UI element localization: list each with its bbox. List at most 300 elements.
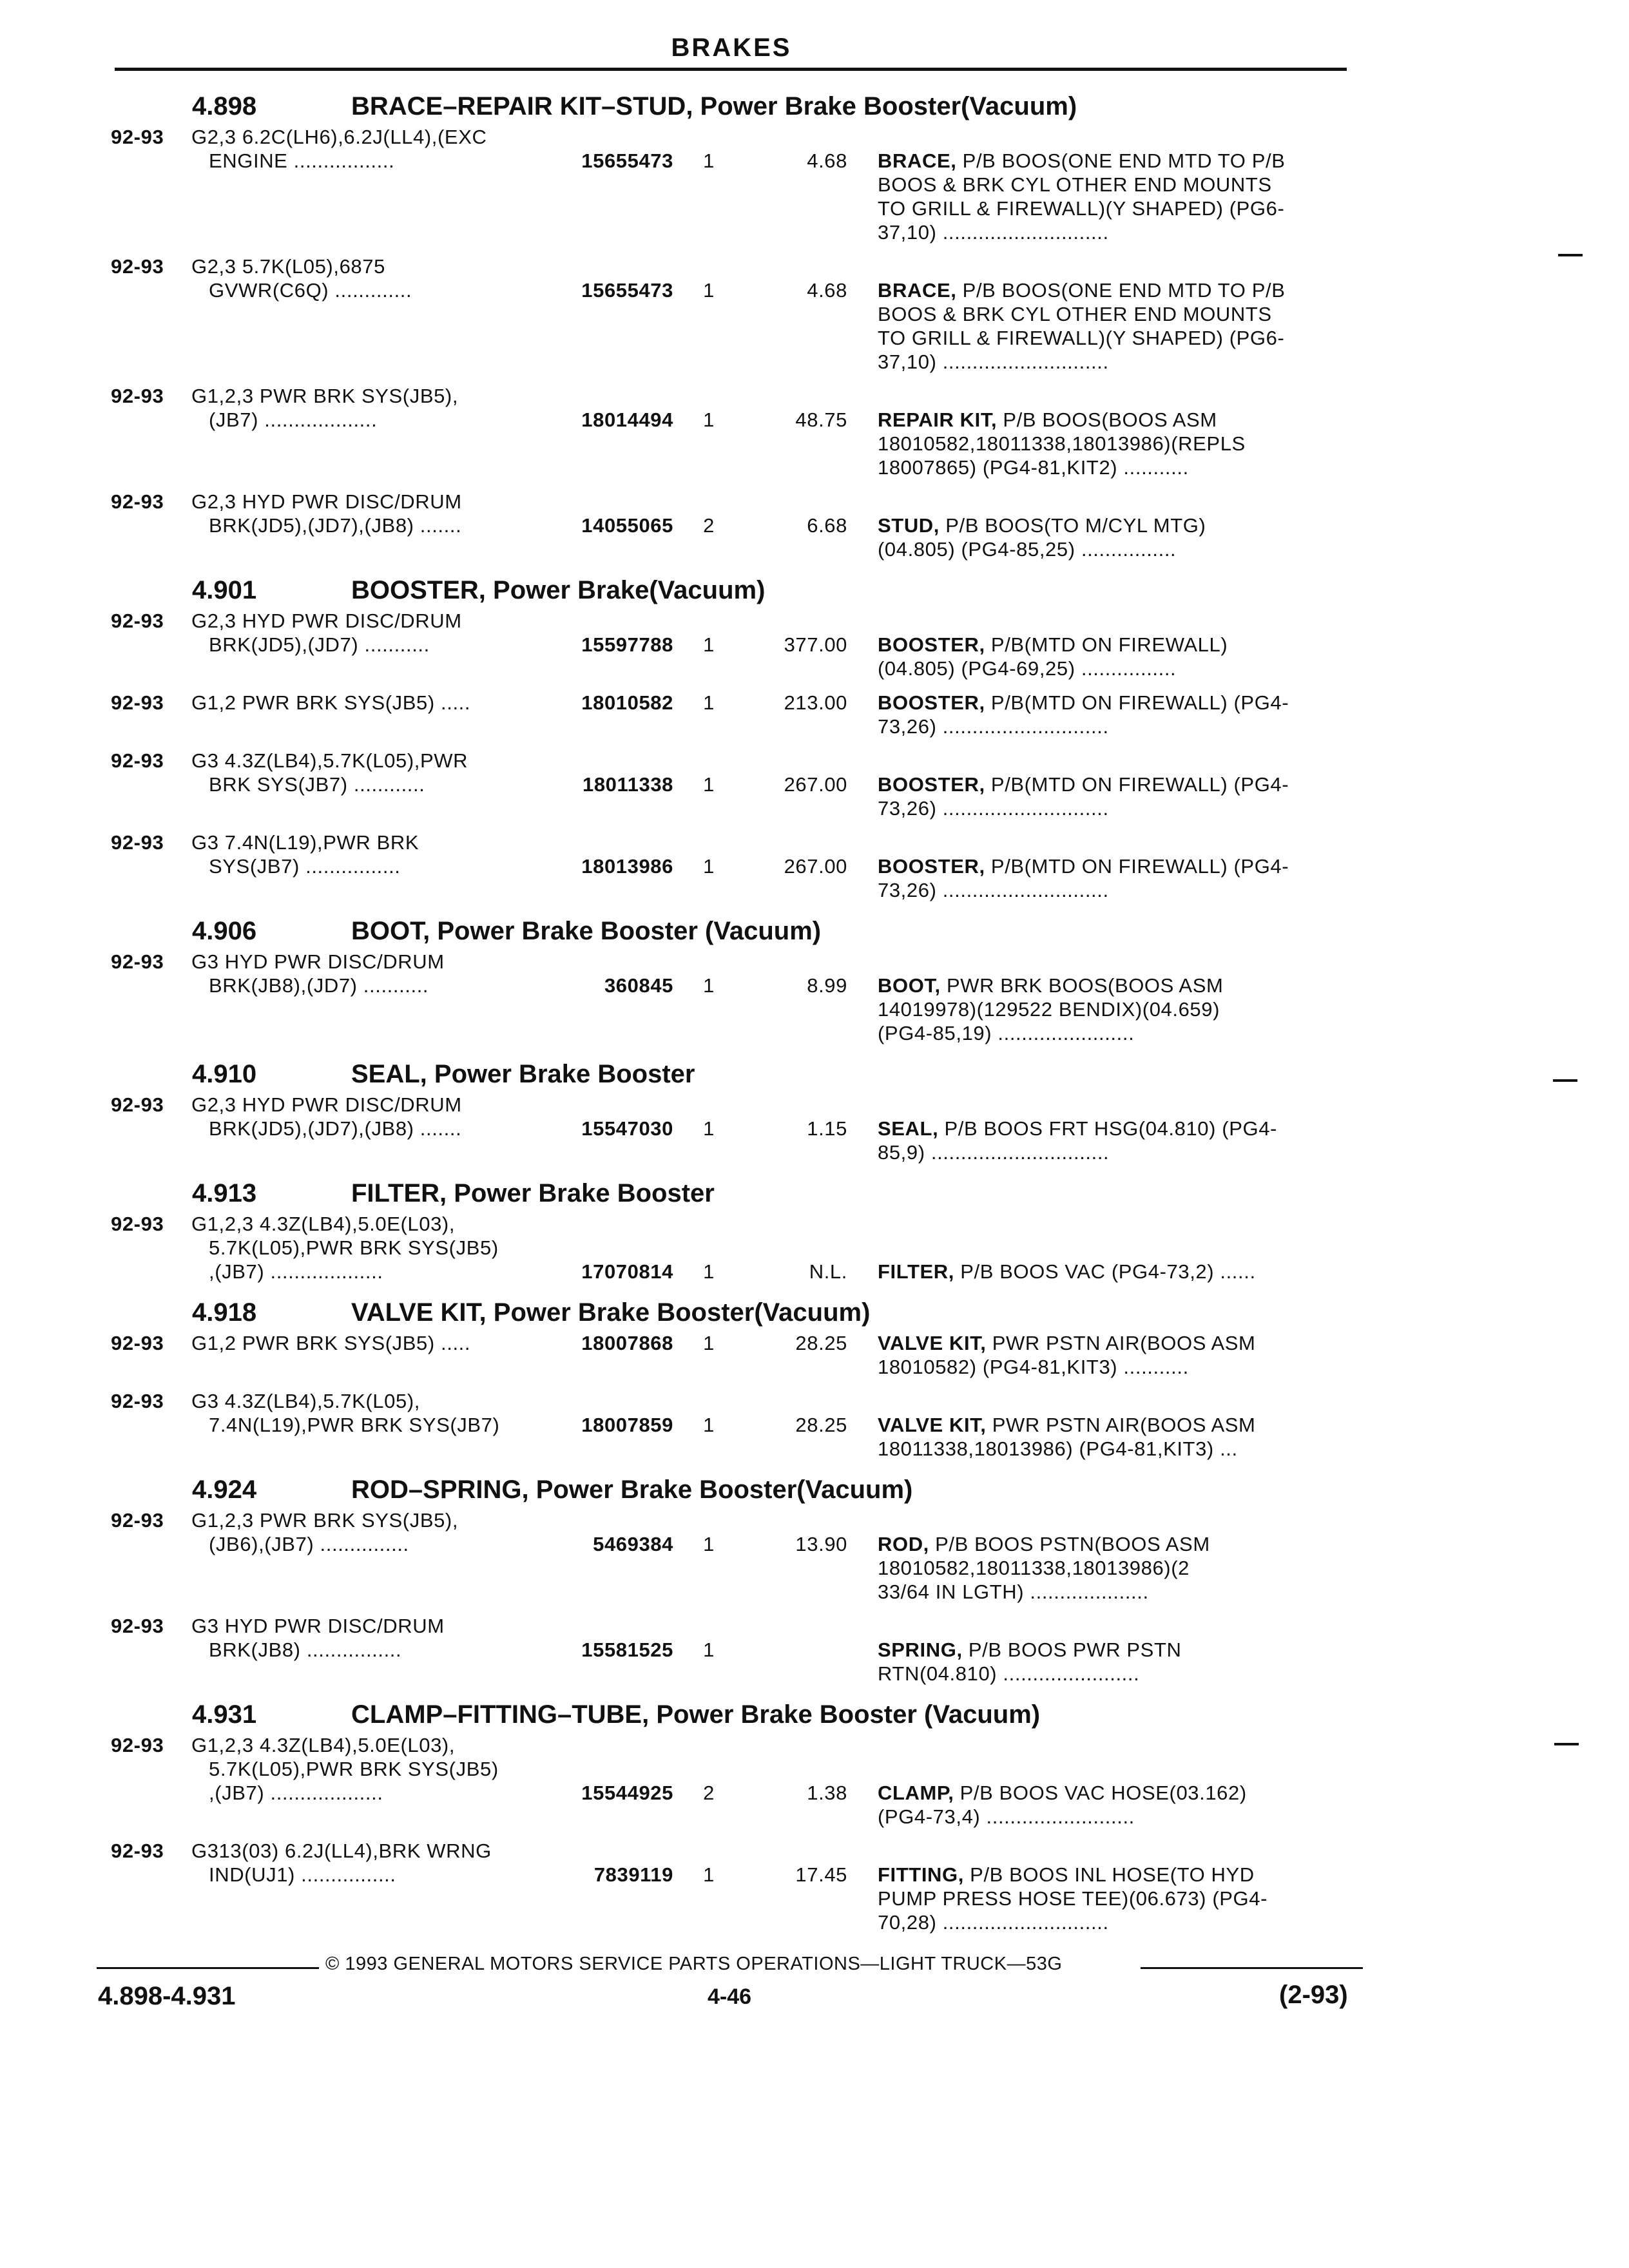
description-text: P/B BOOS FRT HSG(04.810) (PG4- — [938, 1117, 1277, 1140]
model-years: 92-93 — [111, 1615, 164, 1637]
application-text: G3 4.3Z(LB4),5.7K(L05),PWR — [191, 749, 468, 772]
application-text: G1,2,3 PWR BRK SYS(JB5), — [191, 385, 459, 407]
entry-line — [0, 1887, 1629, 1910]
entry-line — [0, 1910, 1629, 1934]
entry-line — [0, 1556, 1629, 1580]
entry-spacer — [0, 1045, 1629, 1055]
entry-lines — [0, 1839, 1629, 1934]
entry-line — [0, 831, 1629, 854]
section-number: 4.898 — [192, 92, 257, 120]
application-text: 7.4N(L19),PWR BRK SYS(JB7) — [209, 1414, 500, 1436]
entry-lines — [0, 1331, 1629, 1379]
description-text: P/B BOOS VAC HOSE(03.162) — [954, 1782, 1247, 1804]
part-entry — [0, 1331, 1629, 1379]
entry-line — [0, 1117, 1629, 1140]
description-line — [878, 278, 1351, 302]
quantity: 1 — [703, 1414, 715, 1436]
description-line — [878, 715, 1351, 738]
entry-spacer — [0, 1461, 1629, 1471]
part-entry — [0, 1614, 1629, 1686]
application-text: G2,3 HYD PWR DISC/DRUM — [191, 490, 462, 513]
section-number: 4.910 — [192, 1060, 257, 1088]
price: 6.68 — [807, 514, 847, 537]
part-entry — [0, 1389, 1629, 1461]
section-heading — [0, 1055, 1629, 1093]
description-line — [878, 1117, 1351, 1140]
entry-line — [0, 773, 1629, 796]
catalog-section — [0, 912, 1629, 1055]
application-text: IND(UJ1) ................ — [209, 1863, 396, 1886]
application-text: G2,3 HYD PWR DISC/DRUM — [191, 610, 462, 632]
entry-lines — [0, 1733, 1629, 1829]
entry-line — [0, 1236, 1629, 1260]
description-keyword: SEAL, — [878, 1117, 939, 1140]
entry-line — [0, 796, 1629, 820]
section-title: ROD–SPRING, Power Brake Booster(Vacuum) — [351, 1475, 913, 1504]
part-number: 5469384 — [593, 1533, 673, 1555]
description-line — [878, 796, 1351, 820]
margin-mark — [1554, 1743, 1579, 1745]
description-line — [878, 432, 1351, 456]
description-text: P/B(MTD ON FIREWALL) (PG4- — [985, 773, 1289, 796]
price: 267.00 — [784, 855, 847, 878]
description-text: PUMP PRESS HOSE TEE)(06.673) (PG4- — [878, 1887, 1268, 1910]
application-text: SYS(JB7) ................ — [209, 855, 401, 878]
description-line — [878, 1863, 1351, 1887]
catalog-section — [0, 1471, 1629, 1696]
catalog-section — [0, 1294, 1629, 1471]
entry-lines — [0, 950, 1629, 1045]
model-years: 92-93 — [111, 126, 164, 148]
entry-lines — [0, 1508, 1629, 1604]
quantity: 1 — [703, 408, 715, 431]
entry-line — [0, 715, 1629, 738]
price: 1.38 — [807, 1782, 847, 1804]
entry-lines — [0, 831, 1629, 902]
entry-line — [0, 633, 1629, 657]
footer-copyright: © 1993 GENERAL MOTORS SERVICE PARTS OPERATIONS—LIGHT TRUCK—53G — [325, 1954, 1063, 1974]
model-years: 92-93 — [111, 749, 164, 772]
entry-line — [0, 173, 1629, 197]
entry-line — [0, 1638, 1629, 1662]
model-years: 92-93 — [111, 1509, 164, 1532]
entry-line — [0, 854, 1629, 878]
section-title: FILTER, Power Brake Booster — [351, 1179, 715, 1207]
entry-line — [0, 1508, 1629, 1532]
model-years: 92-93 — [111, 385, 164, 407]
quantity: 2 — [703, 514, 715, 537]
description-line — [878, 408, 1351, 432]
description-line — [878, 1805, 1351, 1829]
section-heading — [0, 572, 1629, 609]
model-years: 92-93 — [111, 1093, 164, 1116]
entry-line — [0, 1437, 1629, 1461]
entry-line — [0, 1733, 1629, 1757]
entry-spacer — [0, 738, 1629, 749]
model-years: 92-93 — [111, 1734, 164, 1756]
entry-spacer — [0, 1379, 1629, 1389]
entry-spacer — [0, 1604, 1629, 1614]
part-number: 15597788 — [581, 633, 673, 656]
description-text: P/B BOOS(TO M/CYL MTG) — [940, 514, 1206, 537]
description-text: (04.805) (PG4-69,25) ................ — [878, 657, 1177, 680]
part-number: 15544925 — [581, 1782, 673, 1804]
description-text: 18011338,18013986) (PG4-81,KIT3) ... — [878, 1437, 1238, 1460]
entry-line — [0, 657, 1629, 680]
quantity: 1 — [703, 1117, 715, 1140]
description-line — [878, 773, 1351, 796]
section-title: BRACE–REPAIR KIT–STUD, Power Brake Booster(Vacuum) — [351, 92, 1077, 120]
section-number: 4.918 — [192, 1298, 257, 1327]
quantity: 1 — [703, 633, 715, 656]
part-entry — [0, 950, 1629, 1045]
entry-spacer — [0, 1829, 1629, 1839]
description-keyword: REPAIR KIT, — [878, 408, 998, 431]
section-heading — [0, 1175, 1629, 1212]
section-number: 4.913 — [192, 1179, 257, 1207]
section-number: 4.901 — [192, 576, 257, 604]
quantity: 1 — [703, 149, 715, 172]
description-line — [878, 326, 1351, 350]
part-entry — [0, 1508, 1629, 1604]
description-keyword: ROD, — [878, 1533, 929, 1555]
footer-section-range: 4.898-4.931 — [98, 1982, 236, 2010]
description-line — [878, 302, 1351, 326]
model-years: 92-93 — [111, 1213, 164, 1235]
description-line — [878, 456, 1351, 479]
application-text: BRK(JD5),(JD7),(JB8) ....... — [209, 514, 462, 537]
description-text: (PG4-85,19) ....................... — [878, 1022, 1135, 1044]
application-text: ,(JB7) ................... — [209, 1260, 383, 1283]
part-number: 18014494 — [581, 408, 673, 431]
description-text: 70,28) ............................ — [878, 1911, 1109, 1934]
entry-line — [0, 1580, 1629, 1604]
entry-line — [0, 749, 1629, 773]
entry-line — [0, 220, 1629, 244]
description-line — [878, 149, 1351, 173]
part-entry — [0, 831, 1629, 902]
application-text: 5.7K(L05),PWR BRK SYS(JB5) — [209, 1236, 499, 1259]
description-keyword: VALVE KIT, — [878, 1414, 987, 1436]
catalog-section — [0, 88, 1629, 572]
description-line — [878, 997, 1351, 1021]
price: 8.99 — [807, 974, 847, 997]
entry-line — [0, 408, 1629, 432]
description-line — [878, 1413, 1351, 1437]
description-keyword: BOOSTER, — [878, 855, 985, 878]
quantity: 1 — [703, 1863, 715, 1886]
entry-line — [0, 350, 1629, 374]
entry-spacer — [0, 374, 1629, 384]
application-text: BRK(JD5),(JD7) ........... — [209, 633, 430, 656]
description-line — [878, 1260, 1351, 1283]
model-years: 92-93 — [111, 255, 164, 278]
description-text: P/B BOOS PWR PSTN — [962, 1639, 1182, 1661]
application-text: BRK(JB8),(JD7) ........... — [209, 974, 429, 997]
price: 377.00 — [784, 633, 847, 656]
footer-page-number: 4-46 — [708, 1984, 752, 2009]
description-line — [878, 974, 1351, 997]
description-text: 33/64 IN LGTH) .................... — [878, 1581, 1149, 1603]
quantity: 1 — [703, 1533, 715, 1555]
application-text: G1,2,3 4.3Z(LB4),5.0E(L03), — [191, 1213, 456, 1235]
price: 17.45 — [795, 1863, 847, 1886]
description-line — [878, 537, 1351, 561]
entry-spacer — [0, 680, 1629, 691]
entry-line — [0, 537, 1629, 561]
description-keyword: BOOSTER, — [878, 691, 985, 714]
entry-lines — [0, 490, 1629, 561]
quantity: 1 — [703, 974, 715, 997]
entry-lines — [0, 609, 1629, 680]
description-text: 37,10) ............................ — [878, 221, 1109, 244]
description-line — [878, 350, 1351, 374]
part-number: 18007868 — [581, 1332, 673, 1354]
entry-spacer — [0, 1934, 1629, 1945]
description-text: P/B BOOS INL HOSE(TO HYD — [963, 1863, 1255, 1886]
part-entry — [0, 1093, 1629, 1164]
description-line — [878, 633, 1351, 657]
entry-line — [0, 1389, 1629, 1413]
description-line — [878, 1662, 1351, 1686]
parts-listing — [0, 88, 1629, 1945]
part-number: 15547030 — [581, 1117, 673, 1140]
application-text: ENGINE ................. — [209, 149, 395, 172]
part-entry — [0, 1733, 1629, 1829]
description-text: 73,26) ............................ — [878, 879, 1109, 901]
application-text: BRK(JB8) ................ — [209, 1639, 402, 1661]
section-heading — [0, 1696, 1629, 1733]
description-keyword: FILTER, — [878, 1260, 954, 1283]
quantity: 1 — [703, 773, 715, 796]
entry-spacer — [0, 244, 1629, 255]
description-line — [878, 657, 1351, 680]
model-years: 92-93 — [111, 831, 164, 854]
description-line — [878, 1781, 1351, 1805]
description-text: 18010582) (PG4-81,KIT3) ........... — [878, 1356, 1189, 1378]
description-line — [878, 197, 1351, 220]
price: 267.00 — [784, 773, 847, 796]
model-years: 92-93 — [111, 490, 164, 513]
entry-spacer — [0, 561, 1629, 572]
entry-line — [0, 1863, 1629, 1887]
quantity: 1 — [703, 1639, 715, 1661]
price: 1.15 — [807, 1117, 847, 1140]
part-number: 15581525 — [581, 1639, 673, 1661]
entry-lines — [0, 125, 1629, 244]
entry-line — [0, 278, 1629, 302]
entry-line — [0, 1662, 1629, 1686]
description-text: TO GRILL & FIREWALL)(Y SHAPED) (PG6- — [878, 197, 1285, 220]
description-line — [878, 1331, 1351, 1355]
catalog-section — [0, 1055, 1629, 1175]
part-number: 14055065 — [581, 514, 673, 537]
price: 4.68 — [807, 149, 847, 172]
price: 13.90 — [795, 1533, 847, 1555]
entry-line — [0, 432, 1629, 456]
description-keyword: BOOSTER, — [878, 633, 985, 656]
entry-spacer — [0, 820, 1629, 831]
entry-line — [0, 997, 1629, 1021]
description-text: 37,10) ............................ — [878, 351, 1109, 373]
part-entry — [0, 609, 1629, 680]
model-years: 92-93 — [111, 610, 164, 632]
application-text: 5.7K(L05),PWR BRK SYS(JB5) — [209, 1758, 499, 1780]
application-text: G2,3 5.7K(L05),6875 — [191, 255, 385, 278]
quantity: 1 — [703, 855, 715, 878]
description-text: P/B BOOS(ONE END MTD TO P/B — [956, 149, 1286, 172]
part-number: 18010582 — [581, 691, 673, 714]
description-text: P/B BOOS PSTN(BOOS ASM — [929, 1533, 1210, 1555]
entry-line — [0, 1781, 1629, 1805]
application-text: (JB7) ................... — [209, 408, 378, 431]
description-text: (PG4-73,4) ......................... — [878, 1805, 1135, 1828]
description-text: TO GRILL & FIREWALL)(Y SHAPED) (PG6- — [878, 327, 1285, 349]
description-line — [878, 173, 1351, 197]
footer-rule-left — [97, 1967, 319, 1969]
description-keyword: BOOSTER, — [878, 773, 985, 796]
part-entry — [0, 255, 1629, 374]
application-text: BRK(JD5),(JD7),(JB8) ....... — [209, 1117, 462, 1140]
entry-line — [0, 1805, 1629, 1829]
description-line — [878, 514, 1351, 537]
catalog-section — [0, 572, 1629, 912]
catalog-section — [0, 1696, 1629, 1945]
entry-line — [0, 490, 1629, 514]
entry-line — [0, 1355, 1629, 1379]
section-number: 4.906 — [192, 917, 257, 945]
entry-line — [0, 609, 1629, 633]
section-title: CLAMP–FITTING–TUBE, Power Brake Booster (Vacuum) — [351, 1700, 1041, 1729]
part-number: 360845 — [604, 974, 673, 997]
entry-line — [0, 691, 1629, 715]
footer-rule-right — [1141, 1967, 1363, 1969]
application-text: G3 4.3Z(LB4),5.7K(L05), — [191, 1390, 420, 1412]
description-text: BOOS & BRK CYL OTHER END MOUNTS — [878, 303, 1272, 325]
description-line — [878, 691, 1351, 715]
part-entry — [0, 1212, 1629, 1283]
entry-lines — [0, 255, 1629, 374]
description-text: 18010582,18011338,18013986)(REPLS — [878, 432, 1246, 455]
description-text: 18010582,18011338,18013986)(2 — [878, 1557, 1190, 1579]
quantity: 1 — [703, 1260, 715, 1283]
entry-line — [0, 1839, 1629, 1863]
description-line — [878, 1580, 1351, 1604]
entry-line — [0, 456, 1629, 479]
quantity: 1 — [703, 691, 715, 714]
price: 213.00 — [784, 691, 847, 714]
description-keyword: SPRING, — [878, 1639, 963, 1661]
entry-line — [0, 1021, 1629, 1045]
application-text: BRK SYS(JB7) ............ — [209, 773, 425, 796]
application-text: G2,3 6.2C(LH6),6.2J(LL4),(EXC — [191, 126, 487, 148]
application-text: G3 HYD PWR DISC/DRUM — [191, 1615, 445, 1637]
description-keyword: STUD, — [878, 514, 940, 537]
section-number: 4.931 — [192, 1700, 257, 1729]
application-text: G1,2 PWR BRK SYS(JB5) ..... — [191, 1332, 471, 1354]
entry-lines — [0, 749, 1629, 820]
price: 48.75 — [795, 408, 847, 431]
entry-line — [0, 1212, 1629, 1236]
description-keyword: BRACE, — [878, 149, 957, 172]
entry-line — [0, 302, 1629, 326]
footer-date: (2-93) — [1279, 1981, 1348, 2009]
description-keyword: BOOT, — [878, 974, 941, 997]
part-number: 17070814 — [581, 1260, 673, 1283]
description-line — [878, 1140, 1351, 1164]
entry-line — [0, 149, 1629, 173]
application-text: G1,2,3 4.3Z(LB4),5.0E(L03), — [191, 1734, 456, 1756]
header-rule — [115, 68, 1347, 71]
entry-line — [0, 974, 1629, 997]
application-text: ,(JB7) ................... — [209, 1782, 383, 1804]
section-title: VALVE KIT, Power Brake Booster(Vacuum) — [351, 1298, 871, 1327]
description-text: P/B BOOS(BOOS ASM — [997, 408, 1217, 431]
section-heading — [0, 1294, 1629, 1331]
part-number: 18011338 — [582, 773, 673, 796]
description-line — [878, 1437, 1351, 1461]
entry-line — [0, 1260, 1629, 1283]
part-entry — [0, 125, 1629, 244]
entry-lines — [0, 1389, 1629, 1461]
description-text: 73,26) ............................ — [878, 797, 1109, 820]
description-line — [878, 1532, 1351, 1556]
part-entry — [0, 691, 1629, 738]
description-keyword: VALVE KIT, — [878, 1332, 987, 1354]
section-heading — [0, 912, 1629, 950]
quantity: 1 — [703, 279, 715, 302]
part-entry — [0, 749, 1629, 820]
price: 4.68 — [807, 279, 847, 302]
part-number: 15655473 — [581, 279, 673, 302]
application-text: G3 HYD PWR DISC/DRUM — [191, 950, 445, 973]
description-text: RTN(04.810) ....................... — [878, 1662, 1140, 1685]
description-text: PWR PSTN AIR(BOOS ASM — [986, 1332, 1256, 1354]
entry-spacer — [0, 1686, 1629, 1696]
model-years: 92-93 — [111, 1332, 164, 1354]
description-text: 18007865) (PG4-81,KIT2) ........... — [878, 456, 1189, 479]
description-text: 85,9) .............................. — [878, 1141, 1110, 1164]
description-line — [878, 854, 1351, 878]
description-text: BOOS & BRK CYL OTHER END MOUNTS — [878, 173, 1272, 196]
description-text: 73,26) ............................ — [878, 715, 1109, 738]
description-keyword: FITTING, — [878, 1863, 964, 1886]
entry-lines — [0, 384, 1629, 479]
part-number: 7839119 — [593, 1863, 673, 1886]
section-title: BOOSTER, Power Brake(Vacuum) — [351, 576, 766, 604]
quantity: 1 — [703, 1332, 715, 1354]
part-number: 18007859 — [581, 1414, 673, 1436]
entry-line — [0, 1614, 1629, 1638]
description-text: P/B(MTD ON FIREWALL) (PG4- — [985, 855, 1289, 878]
entry-spacer — [0, 902, 1629, 912]
part-number: 15655473 — [581, 149, 673, 172]
model-years: 92-93 — [111, 950, 164, 973]
description-text: P/B BOOS(ONE END MTD TO P/B — [956, 279, 1286, 302]
entry-line — [0, 1140, 1629, 1164]
entry-line — [0, 950, 1629, 974]
entry-line — [0, 1331, 1629, 1355]
description-text: PWR BRK BOOS(BOOS ASM — [940, 974, 1224, 997]
part-entry — [0, 490, 1629, 561]
description-line — [878, 1355, 1351, 1379]
entry-spacer — [0, 1283, 1629, 1294]
description-text: (04.805) (PG4-85,25) ................ — [878, 538, 1177, 561]
description-line — [878, 220, 1351, 244]
description-line — [878, 1887, 1351, 1910]
section-number: 4.924 — [192, 1475, 257, 1504]
entry-line — [0, 514, 1629, 537]
